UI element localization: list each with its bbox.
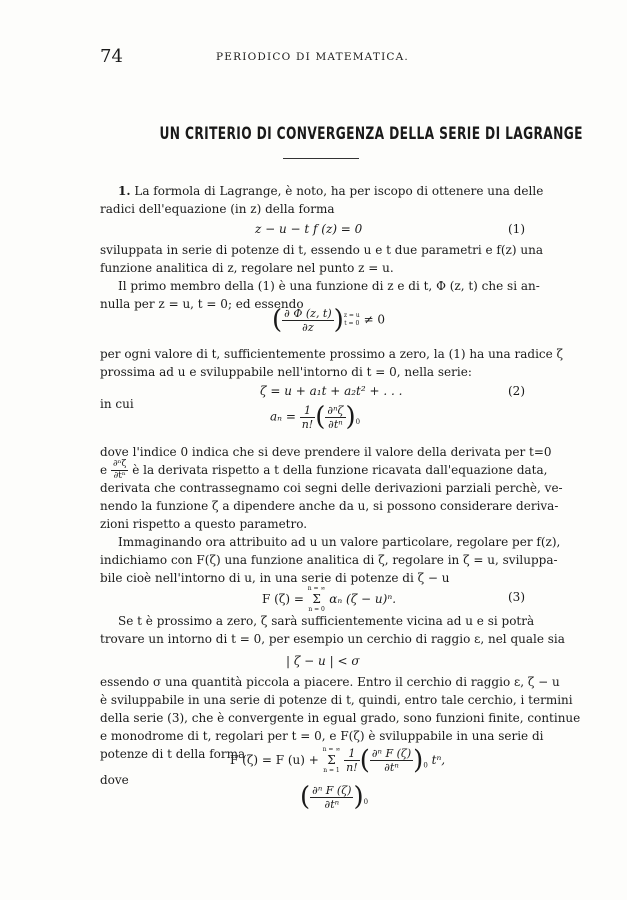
sum-symbol: n = ∞ Σ n = 1 <box>322 746 341 774</box>
partial-fraction <box>282 308 334 333</box>
paren-right: ) <box>333 305 344 335</box>
body-line: essendo σ una quantità piccola a piacere. Entro il cerchio di raggio ε, ζ − u <box>100 675 560 689</box>
body-line <box>118 184 544 198</box>
title-divider <box>283 158 359 159</box>
body-line: potenze di t della forma <box>100 747 246 761</box>
equation-1: z − u − t f (z) = 0 <box>255 222 363 236</box>
running-head: PERIODICO DI MATEMATICA. <box>216 51 409 63</box>
an-derivative: $\frac{\text{∂ⁿζ}}{\text{∂tⁿ}}$ <box>327 403 344 431</box>
equation-5: ( $\frac{\text{∂ⁿ F (ζ)}}{\text{∂tⁿ}}$ )$_0$ <box>300 782 369 812</box>
equation-partial <box>272 307 385 333</box>
section-number: 1. <box>118 184 131 198</box>
body-line: derivata che contrassegnamo coi segni delle derivazioni parziali perchè, ve- <box>100 481 563 495</box>
page-header <box>100 46 525 68</box>
page-number: 74 <box>100 46 123 67</box>
inequality: | ζ − u | < σ <box>286 654 360 668</box>
an-coefficient: $\frac{1}{n!}$ <box>301 403 314 431</box>
equation-2: ζ = u + a₁t + a₂t² + . . . <box>260 384 403 398</box>
body-line: indichiamo con F(ζ) una funzione analitica di ζ, regolare in ζ = u, sviluppa- <box>100 553 558 567</box>
body-line: Il primo membro della (1) è una funzione di z e di t, Φ (z, t) che si an- <box>118 279 540 293</box>
inline-derivative: $\frac{\text{∂ⁿζ}}{\text{∂tⁿ}}$ <box>112 459 127 481</box>
body-line: radici dell'equazione (in z) della forma <box>100 202 335 216</box>
equation-2-label: (2) <box>508 384 525 398</box>
equation-an: aₙ = $\frac{1}{n!}$ ( $\frac{\text{∂ⁿζ}}{\text{∂tⁿ}}$ )$_0$ <box>270 402 361 432</box>
body-line: prossima ad u e sviluppabile nell'intorno di t = 0, nella serie: <box>100 365 472 379</box>
body-line: bile cioè nell'intorno di u, in una serie di potenze di ζ − u <box>100 571 450 585</box>
partial-numerator: ∂ Φ (z, t) <box>284 306 332 320</box>
body-line: e monodrome di t, regolari per t = 0, e F(ζ) è sviluppabile in una serie di <box>100 729 544 743</box>
body-line: funzione analitica di z, regolare nel punto z = u. <box>100 261 394 275</box>
body-line: sviluppata in serie di potenze di t, essendo u e t due parametri e f(z) una <box>100 243 543 257</box>
paren-left: ( <box>272 305 283 335</box>
equation-4: F (ζ) = F (u) + n = ∞ Σ n = 1 $\frac{1}{n!}$ ( $\frac{\text{∂ⁿ F (ζ)}}{\text{∂tⁿ}}$ )$_0$ tⁿ, <box>230 745 446 776</box>
not-equal-zero: ≠ 0 <box>363 312 386 327</box>
body-line: Immaginando ora attribuito ad u un valore particolare, regolare per f(z), <box>118 535 561 549</box>
body-line: Se t è prossimo a zero, ζ sarà sufficientemente vicina ad u e si potrà <box>118 614 535 628</box>
equation-3-label: (3) <box>508 590 525 604</box>
body-line: nulla per z = u, t = 0; ed essendo <box>100 297 304 311</box>
body-line-text: La formola di Lagrange, è noto, ha per iscopo di ottenere una delle <box>134 184 544 198</box>
body-line: trovare un intorno di t = 0, per esempio un cerchio di raggio ε, nel quale sia <box>100 632 565 646</box>
body-line: in cui <box>100 397 134 411</box>
body-line: della serie (3), che è convergente in egual grado, sono funzioni finite, continue <box>100 711 581 725</box>
equation-1-label: (1) <box>508 222 525 236</box>
equation-3: F (ζ) = n = ∞ Σ n = 0 αₙ (ζ − u)ⁿ. <box>262 585 397 613</box>
body-line: zioni rispetto a questo parametro. <box>100 517 308 531</box>
body-line: e $\frac{\text{∂ⁿζ}}{\text{∂tⁿ}}$ è la derivata rispetto a t della funzione ricavata dall'equazione data, <box>100 459 548 481</box>
body-line: nendo la funzione ζ a dipendere anche da u, si possono considerare deriva- <box>100 499 559 513</box>
body-line: per ogni valore di t, sufficientemente prossimo a zero, la (1) ha una radice ζ <box>100 347 564 361</box>
partial-conditions: z = u t = 0 <box>343 312 360 327</box>
body-line: dove <box>100 773 129 787</box>
an-lhs: aₙ = <box>270 409 296 424</box>
body-line: dove l'indice 0 indica che si deve prendere il valore della derivata per t=0 <box>100 445 552 459</box>
sum-symbol: n = ∞ Σ n = 0 <box>307 585 326 613</box>
article-title: UN CRITERIO DI CONVERGENZA DELLA SERIE DI LAGRANGE <box>159 124 583 144</box>
body-line: è sviluppabile in una serie di potenze di t, quindi, entro tale cerchio, i termini <box>100 693 573 707</box>
partial-denominator: ∂z <box>302 320 314 334</box>
